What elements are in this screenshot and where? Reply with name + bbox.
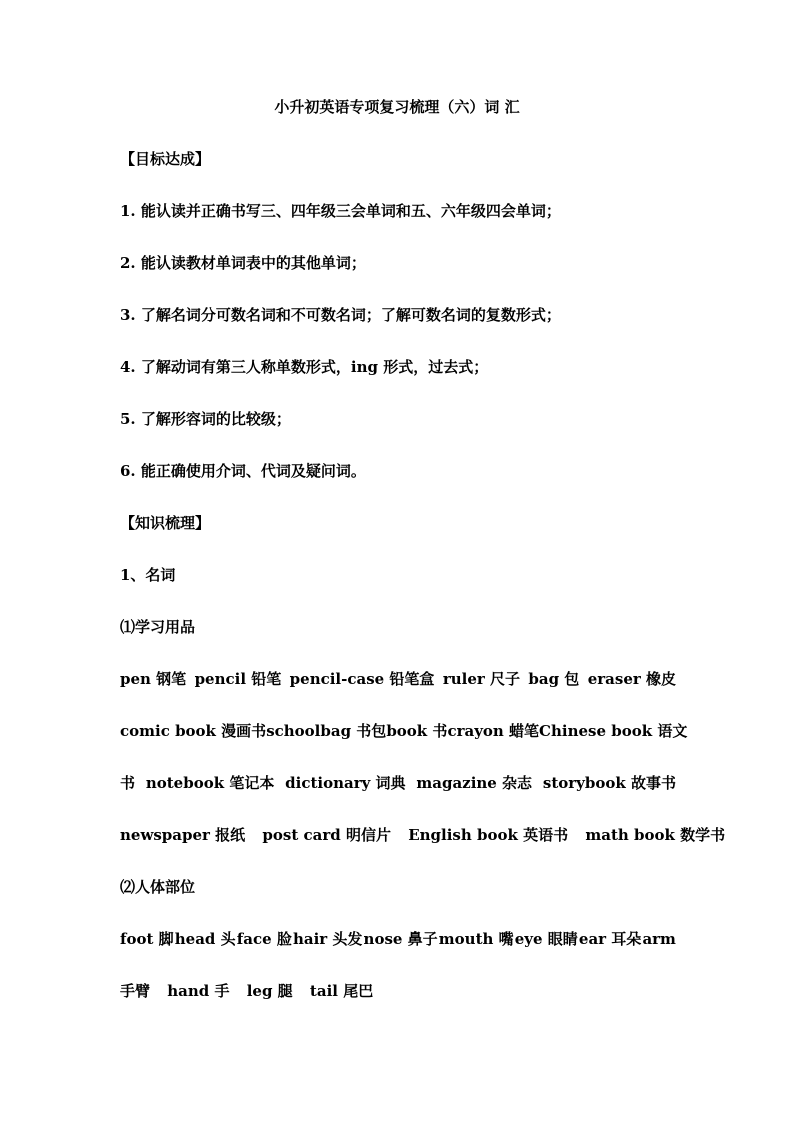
vocab-entry: hand 手 — [167, 982, 230, 1000]
vocab-entry: tail 尾巴 — [309, 982, 374, 1000]
goal-item-6: 6. 能正确使用介词、代词及疑问词。 — [120, 462, 366, 480]
vocab-entry: notebook 笔记本 — [145, 774, 275, 792]
vocab-entry: comic book 漫画书 — [120, 722, 267, 740]
subsection-school-supplies-heading: ⑴学习用品 — [120, 618, 196, 636]
goal-item-4: 4. 了解动词有第三人称单数形式，ing 形式，过去式； — [120, 358, 489, 376]
vocab-entry: schoolbag 书包 — [266, 722, 387, 740]
vocab-entry: pencil 铅笔 — [194, 670, 282, 688]
vocab-entry: post card 明信片 — [262, 826, 391, 844]
vocab-entry: leg 腿 — [246, 982, 293, 1000]
vocab-line — [120, 772, 676, 794]
vocab-entry: 手臂 — [120, 982, 151, 1000]
vocab-entry: head 头 — [174, 930, 236, 948]
vocab-entry: book 书 — [386, 722, 448, 740]
vocab-entry: pen 钢笔 — [120, 670, 187, 688]
vocab-entry: foot 脚 — [120, 930, 174, 948]
vocab-line — [120, 824, 726, 846]
vocab-line — [120, 668, 676, 690]
vocab-entry: magazine 杂志 — [416, 774, 533, 792]
vocab-entry: mouth 嘴 — [438, 930, 514, 948]
goal-item-2: 2. 能认读教材单词表中的其他单词； — [120, 254, 366, 272]
goals-heading: 【目标达成】 — [120, 150, 211, 168]
vocab-entry: ruler 尺子 — [442, 670, 520, 688]
vocab-entry: English book 英语书 — [408, 826, 569, 844]
vocab-entry: eye 眼睛 — [514, 930, 578, 948]
vocab-entry: ear 耳朵 — [578, 930, 642, 948]
vocab-entry: 书 — [120, 774, 136, 792]
goal-item-1: 1. 能认读并正确书写三、四年级三会单词和五、六年级四会单词； — [120, 202, 561, 220]
vocab-entry: dictionary 词典 — [285, 774, 406, 792]
vocab-entry: face 脸 — [236, 930, 292, 948]
vocab-entry: bag 包 — [528, 670, 580, 688]
vocab-entry: storybook 故事书 — [542, 774, 676, 792]
vocab-entry: Chinese book 语文 — [539, 722, 688, 740]
vocab-entry: arm — [642, 930, 676, 948]
vocab-entry: eraser 橡皮 — [587, 670, 676, 688]
vocab-entry: crayon 蜡笔 — [447, 722, 540, 740]
vocab-line — [120, 928, 676, 950]
section-nouns-heading: 1、名词 — [120, 566, 176, 584]
vocab-line — [120, 980, 676, 1002]
vocab-entry: newspaper 报纸 — [120, 826, 246, 844]
goal-item-5: 5. 了解形容词的比较级； — [120, 410, 291, 428]
knowledge-heading: 【知识梳理】 — [120, 514, 211, 532]
document-title: 小升初英语专项复习梳理（六）词 汇 — [274, 98, 520, 116]
goal-item-3: 3. 了解名词分可数名词和不可数名词；了解可数名词的复数形式； — [120, 306, 561, 324]
vocab-line — [120, 720, 688, 742]
vocab-entry: math book 数学书 — [585, 826, 726, 844]
vocab-entry: pencil-case 铅笔盒 — [289, 670, 435, 688]
vocab-entry: hair 头发 — [292, 930, 363, 948]
vocab-entry: nose 鼻子 — [363, 930, 438, 948]
subsection-body-parts-heading: ⑵人体部位 — [120, 878, 196, 896]
